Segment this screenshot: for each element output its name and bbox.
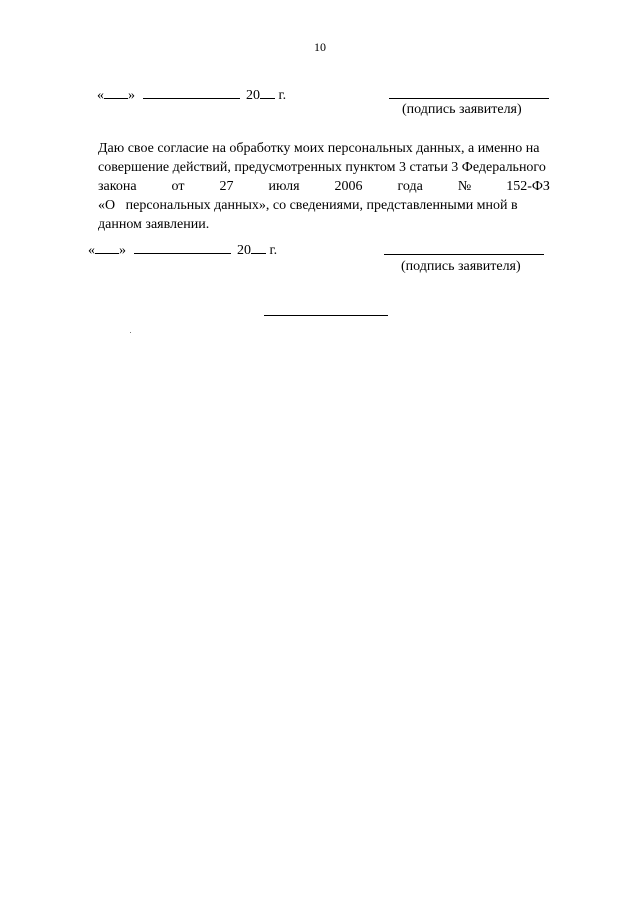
scan-speck — [130, 332, 131, 333]
consent-line: данном заявлении. — [98, 217, 210, 232]
consent-line: Даю свое согласие на обработку моих персональных данных, а именно на — [98, 141, 540, 156]
close-quote: » — [128, 88, 135, 103]
closing-divider — [264, 315, 388, 316]
consent-word: закона — [98, 179, 137, 194]
consent-word: от — [171, 179, 185, 194]
signature-line-2 — [384, 254, 544, 255]
consent-word: 27 — [219, 179, 234, 194]
close-quote: » — [119, 243, 126, 258]
open-quote: « — [97, 88, 104, 103]
consent-line-justified — [98, 177, 550, 196]
page-number: 10 — [314, 40, 326, 54]
consent-word: 152-ФЗ — [506, 179, 550, 194]
month-blank — [134, 241, 231, 254]
year-suffix: г. — [269, 243, 278, 258]
consent-word: июля — [268, 179, 300, 194]
consent-word: № — [457, 179, 472, 194]
date-field-1 — [97, 86, 286, 104]
signature-line-1 — [389, 98, 549, 99]
consent-line: совершение действий, предусмотренных пунктом 3 статьи 3 Федерального — [98, 160, 546, 175]
day-blank — [104, 86, 128, 99]
year-blank — [260, 86, 275, 99]
signature-caption-1: (подпись заявителя) — [402, 102, 522, 117]
month-blank — [143, 86, 240, 99]
year-century: 20 — [237, 243, 251, 258]
consent-paragraph — [98, 139, 550, 234]
signature-caption-2: (подпись заявителя) — [401, 259, 521, 274]
year-century: 20 — [246, 88, 260, 103]
consent-word: 2006 — [334, 179, 363, 194]
consent-line: «О персональных данных», со сведениями, представленными мной в — [98, 198, 518, 213]
consent-word: года — [397, 179, 423, 194]
year-suffix: г. — [278, 88, 287, 103]
year-blank — [251, 241, 266, 254]
day-blank — [95, 241, 119, 254]
open-quote: « — [88, 243, 95, 258]
date-field-2 — [88, 241, 277, 259]
